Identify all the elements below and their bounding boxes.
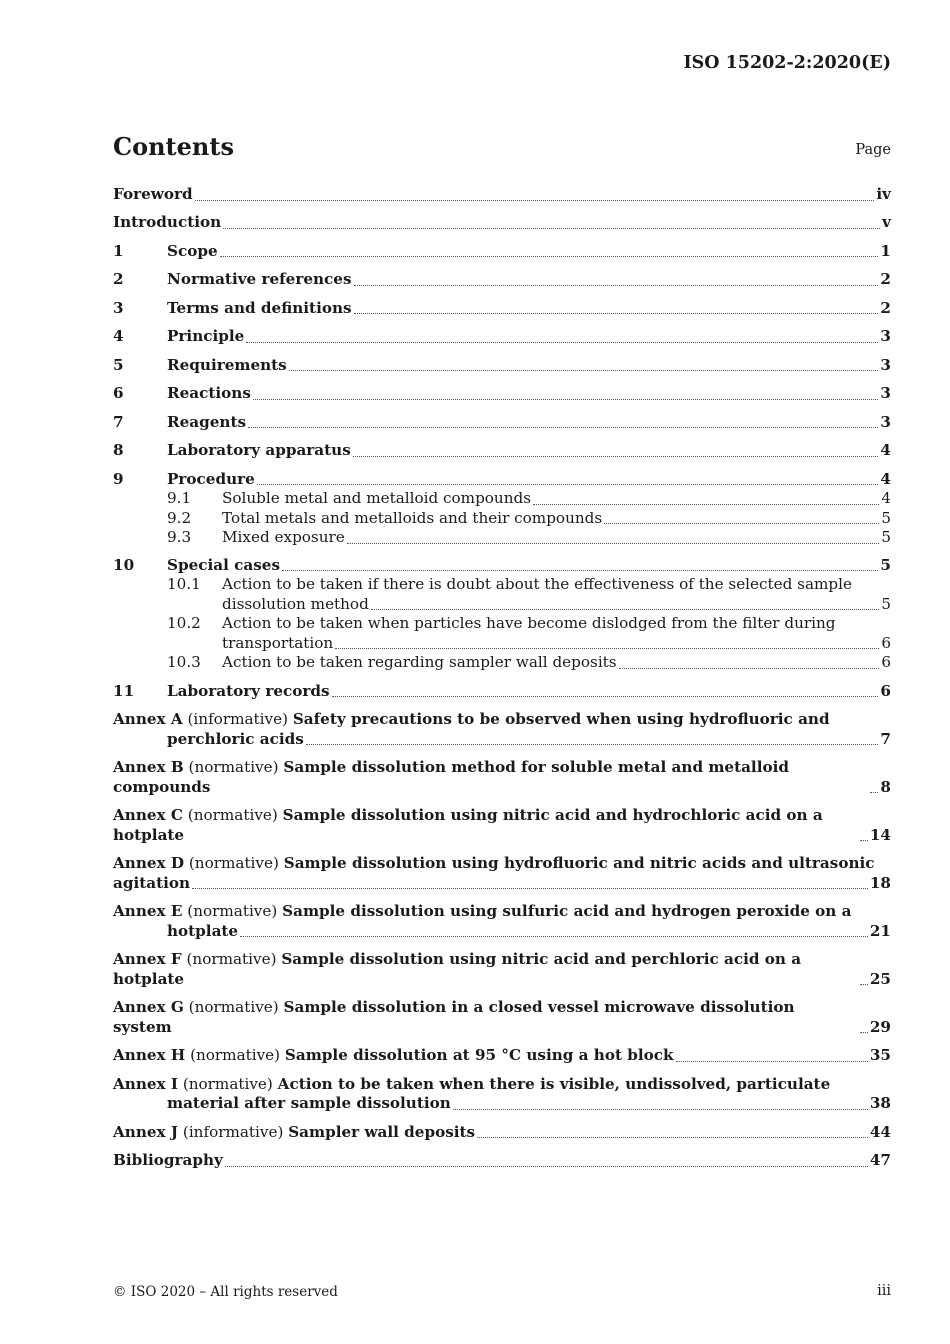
toc-annex-i[interactable]: Annex I (normative) Action to be taken when there is visible, undissolved, particulate material after sample dissolution 38 bbox=[113, 1074, 891, 1112]
leader-dots bbox=[347, 543, 880, 544]
leader-dots bbox=[533, 504, 879, 505]
leader-dots bbox=[195, 200, 875, 201]
leader-dots bbox=[676, 1061, 868, 1062]
leader-dots bbox=[240, 936, 868, 937]
leader-dots bbox=[477, 1137, 868, 1138]
toc-clause-10[interactable]: 10 Special cases 5 bbox=[113, 555, 891, 574]
page-column-label: Page bbox=[855, 142, 891, 158]
toc-entry-foreword[interactable]: Foreword iv bbox=[113, 185, 891, 203]
leader-dots bbox=[332, 696, 879, 697]
toc-entry-introduction[interactable]: Introduction v bbox=[113, 213, 891, 231]
leader-dots bbox=[306, 744, 879, 745]
table-of-contents bbox=[113, 185, 891, 1171]
toc-annex-a[interactable]: Annex A (informative) Safety precautions to be observed when using hydrofluoric and perchloric acids 7 bbox=[113, 710, 891, 748]
toc-clause-7[interactable]: 7 Reagents 3 bbox=[113, 412, 891, 431]
toc-clause-3[interactable]: 3 Terms and definitions 2 bbox=[113, 298, 891, 317]
toc-annex-b[interactable]: Annex B (normative) Sample dissolution method for soluble metal and metalloid compounds 8 bbox=[113, 758, 891, 796]
leader-dots bbox=[860, 1032, 868, 1033]
leader-dots bbox=[371, 609, 880, 610]
leader-dots bbox=[257, 484, 879, 485]
leader-dots bbox=[604, 523, 879, 524]
leader-dots bbox=[246, 342, 878, 343]
toc-annex-f[interactable]: Annex F (normative) Sample dissolution using nitric acid and perchloric acid on a hotplate 25 bbox=[113, 950, 891, 988]
leader-dots bbox=[192, 888, 868, 889]
leader-dots bbox=[223, 228, 880, 229]
leader-dots bbox=[220, 256, 879, 257]
leader-dots bbox=[253, 399, 879, 400]
toc-subclause-10-3[interactable]: 10.3 Action to be taken regarding sampler wall deposits 6 bbox=[167, 653, 891, 671]
leader-dots bbox=[354, 285, 879, 286]
toc-annex-g[interactable]: Annex G (normative) Sample dissolution in a closed vessel microwave dissolution system 29 bbox=[113, 998, 891, 1036]
toc-annex-c[interactable]: Annex C (normative) Sample dissolution using nitric acid and hydrochloric acid on a hotplate 14 bbox=[113, 806, 891, 844]
toc-clause-8[interactable]: 8 Laboratory apparatus 4 bbox=[113, 441, 891, 459]
leader-dots bbox=[335, 648, 879, 649]
leader-dots bbox=[860, 840, 868, 841]
footer-copyright: © ISO 2020 – All rights reserved bbox=[113, 1284, 338, 1300]
toc-clause-5[interactable]: 5 Requirements 3 bbox=[113, 355, 891, 374]
leader-dots bbox=[225, 1166, 868, 1167]
toc-clause-2[interactable]: 2 Normative references 2 bbox=[113, 270, 891, 288]
toc-annex-h[interactable]: Annex H (normative) Sample dissolution at 95 °C using a hot block 35 bbox=[113, 1046, 891, 1064]
leader-dots bbox=[870, 792, 878, 793]
leader-dots bbox=[453, 1109, 868, 1110]
toc-subclause-10-2[interactable]: 10.2 Action to be taken when particles have become dislodged from the filter during transportation 6 bbox=[167, 614, 891, 652]
footer-page-number: iii bbox=[877, 1283, 891, 1299]
toc-subclause-9-2[interactable]: 9.2 Total metals and metalloids and their compounds 5 bbox=[167, 508, 891, 527]
leader-dots bbox=[619, 668, 880, 669]
toc-clause-11[interactable]: 11 Laboratory records 6 bbox=[113, 681, 891, 700]
toc-annex-e[interactable]: Annex E (normative) Sample dissolution using sulfuric acid and hydrogen peroxide on a hotplate 21 bbox=[113, 902, 891, 940]
toc-clause-9[interactable]: 9 Procedure 4 bbox=[113, 469, 891, 488]
leader-dots bbox=[353, 456, 879, 457]
contents-title: Contents bbox=[113, 132, 234, 161]
toc-subclause-10-1[interactable]: 10.1 Action to be taken if there is doubt about the effectiveness of the selected sample dissolution method 5 bbox=[167, 575, 891, 613]
leader-dots bbox=[282, 570, 878, 571]
document-id: ISO 15202-2:2020(E) bbox=[683, 53, 891, 73]
leader-dots bbox=[354, 313, 879, 314]
toc-clause-1[interactable]: 1 Scope 1 bbox=[113, 241, 891, 260]
toc-clause-4[interactable]: 4 Principle 3 bbox=[113, 327, 891, 345]
toc-subclause-9-3[interactable]: 9.3 Mixed exposure 5 bbox=[167, 528, 891, 546]
leader-dots bbox=[860, 984, 868, 985]
leader-dots bbox=[289, 370, 879, 371]
toc-annex-j[interactable]: Annex J (informative) Sampler wall deposits 44 bbox=[113, 1122, 891, 1141]
toc-entry-bibliography[interactable]: Bibliography 47 bbox=[113, 1151, 891, 1169]
leader-dots bbox=[248, 427, 878, 428]
toc-annex-d[interactable]: Annex D (normative) Sample dissolution using hydrofluoric and nitric acids and ultrasonic agitation 18 bbox=[113, 854, 891, 892]
toc-clause-6[interactable]: 6 Reactions 3 bbox=[113, 384, 891, 402]
toc-subclause-9-1[interactable]: 9.1 Soluble metal and metalloid compounds 4 bbox=[167, 489, 891, 507]
